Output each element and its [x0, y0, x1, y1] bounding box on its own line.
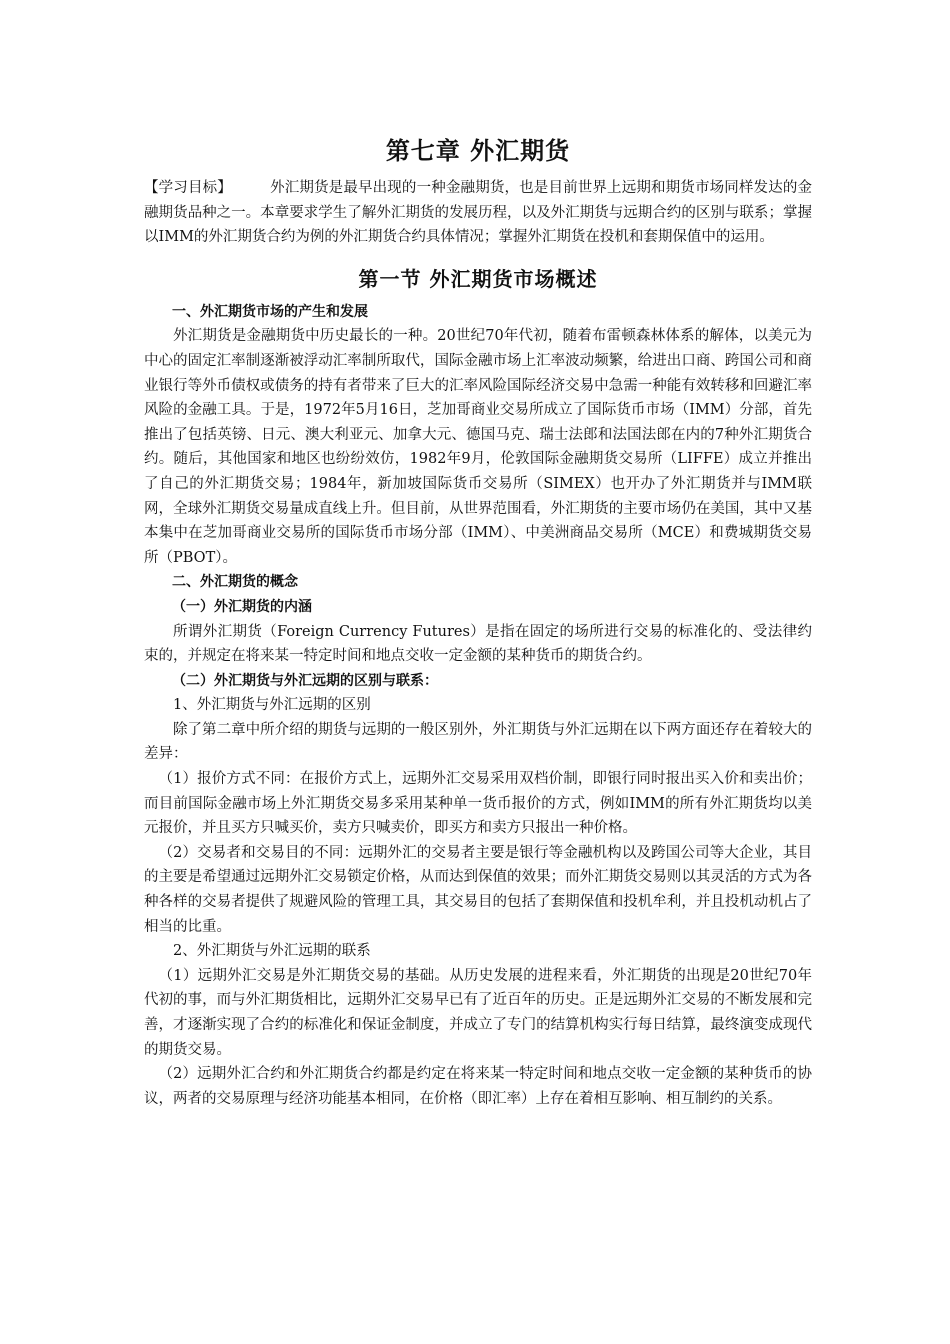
paragraph-common-principle: （2）远期外汇合约和外汇期货合约都是约定在将来某一特定时间和地点交收一定金额的某种货币的协议，两者的交易原理与经济功能基本相同，在价格（即汇率）上存在着相互影响、相互制约的关系。: [144, 1066, 812, 1107]
heading-differences: 1、外汇期货与外汇远期的区别: [173, 697, 371, 714]
chapter-title: 第七章 外汇期货: [385, 137, 571, 165]
paragraph-definition: 所谓外汇期货（Foreign Currency Futures）是指在固定的场所进行交易的标准化的、受法律约束的，并规定在将来某一特定时间和地点交收一定金额的某种货币的期货合约。: [144, 623, 812, 665]
paragraph-forward-basis: （1）远期外汇交易是外汇期货交易的基础。从历史发展的进程来看，外汇期货的出现是20世纪70年代初的事，而与外汇期货相比，远期外汇交易早已有了近百年的历史。正是远期外汇交易的不断发展和完善，才逐渐实现了合约的标准化和保证金制度，并成立了专门的结算机构实行每日结算，最终演变成现代的期货交易。: [144, 967, 812, 1058]
heading-connotation: （一）外汇期货的内涵: [172, 598, 312, 615]
paragraph-quote-method: （1）报价方式不同：在报价方式上，远期外汇交易采用双档价制，即银行同时报出买入价和卖出价；而目前国际金融市场上外汇期货交易多采用某种单一货币报价的方式，例如IMM的所有外汇期货均以美元报价，并且买方只喊买价，卖方只喊卖价，即买方和卖方只报出一种价格。: [144, 771, 812, 837]
learning-objectives: [144, 176, 812, 250]
objectives-label: 【学习目标】: [144, 180, 232, 196]
document-page: [144, 134, 812, 1111]
paragraph-market-origin: 外汇期货是金融期货中历史最长的一种。20世纪70年代初，随着布雷顿森林体系的解体，以美元为中心的固定汇率制逐渐被浮动汇率制所取代，国际金融市场上汇率波动频繁，给进出口商、跨国公司和商业银行等外币债权或债务的持有者带来了巨大的汇率风险国际经济交易中急需一种能有效转移和回避汇率风险的金融工具。于是，1972年5月16日，芝加哥商业交易所成立了国际货币市场（IMM）分部，首先推出了包括英镑、日元、澳大利亚元、加拿大元、德国马克、瑞士法郎和法国法郎在内的7种外汇期货合约。随后，其他国家和地区也纷纷效仿，1982年9月，伦敦国际金融期货交易所（LIFFE）成立并推出了自己的外汇期货交易；1984年，新加坡国际货币交易所（SIMEX）也开办了外汇期货并与IMM联网，全球外汇期货交易量成直线上升。但目前，从世界范围看，外汇期货的主要市场仍在美国，其中又基本集中在芝加哥商业交易所的国际货币市场分部（IMM）、中美洲商品交易所（MCE）和费城期货交易所（PBOT）。: [144, 328, 812, 566]
heading-difference-and-connection: （二）外汇期货与外汇远期的区别与联系：: [172, 672, 438, 689]
section-title: 第一节 外汇期货市场概述: [358, 266, 598, 291]
heading-connections: 2、外汇期货与外汇远期的联系: [173, 943, 371, 960]
paragraph-differences-intro: 除了第二章中所介绍的期货与远期的一般区别外，外汇期货与外汇远期在以下两方面还存在着较大的差异：: [144, 721, 812, 763]
heading-market-origin: 一、外汇期货市场的产生和发展: [172, 303, 368, 320]
objectives-text: 外汇期货是最早出现的一种金融期货，也是目前世界上远期和期货市场同样发达的金融期货品种之一。本章要求学生了解外汇期货的发展历程，以及外汇期货与远期合约的区别与联系；掌握以IMM的外汇期货合约为例的外汇期货合约具体情况；掌握外汇期货在投机和套期保值中的运用。: [144, 180, 813, 246]
heading-concept: 二、外汇期货的概念: [172, 574, 298, 591]
paragraph-traders-purpose: （2）交易者和交易目的不同：远期外汇的交易者主要是银行等金融机构以及跨国公司等大企业，其目的主要是希望通过远期外汇交易锁定价格，从而达到保值的效果；而外汇期货交易则以其灵活的方式为各种各样的交易者提供了规避风险的管理工具，其交易目的包括了套期保值和投机牟利，并且投机动机占了相当的比重。: [144, 844, 812, 935]
